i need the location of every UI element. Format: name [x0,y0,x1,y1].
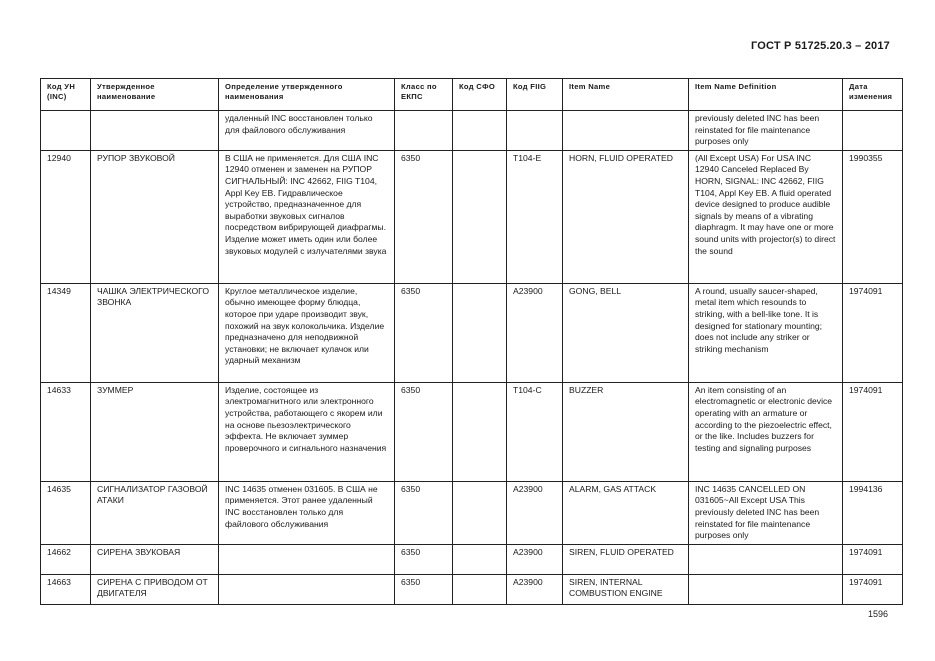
cell-class: 6350 [395,544,453,574]
cell-definition: Круглое металлическое изделие, обычно имеющее форму блюдца, которое при ударе производит звук, похожий на звук колокольчика. Изделие предназначено для неподвижной установки; не включает кулачок или ударный механизм [219,283,395,382]
column-header: Утвержденное наименование [91,79,219,111]
cell-class: 6350 [395,150,453,283]
cell-fiig: T104-C [507,382,563,481]
cell-inc: 14635 [41,481,91,544]
cell-date: 1994136 [843,481,903,544]
cell-date [843,111,903,151]
cell-item-definition: previously deleted INC has been reinstated for file maintenance purposes only [689,111,843,151]
cell-sfo [453,481,507,544]
cell-approved-name: РУПОР ЗВУКОВОЙ [91,150,219,283]
cell-class: 6350 [395,283,453,382]
cell-class: 6350 [395,574,453,604]
cell-fiig: A23900 [507,283,563,382]
cell-item-definition: An item consisting of an electromagnetic or electronic device operating with an armature or according to the piezoelectric effect, or the like. Includes buzzers for testing and signaling purposes [689,382,843,481]
cell-sfo [453,382,507,481]
cell-fiig [507,111,563,151]
table-row [41,544,903,574]
cell-item-name: ALARM, GAS ATTACK [563,481,689,544]
cell-class: 6350 [395,481,453,544]
cell-approved-name: СИГНАЛИЗАТОР ГАЗОВОЙ АТАКИ [91,481,219,544]
column-header: Item Name Definition [689,79,843,111]
table-row [41,111,903,151]
cell-definition [219,544,395,574]
cell-fiig: T104-E [507,150,563,283]
cell-item-name: BUZZER [563,382,689,481]
cell-item-definition: A round, usually saucer-shaped, metal item which resounds to striking, with a bell-like tone. It is designed for stationary mounting; does not include any striker or striking mechanism [689,283,843,382]
cell-item-name: HORN, FLUID OPERATED [563,150,689,283]
cell-definition: В США не применяется. Для США INC 12940 отменен и заменен на РУПОР СИГНАЛЬНЫЙ: INC 42662, FIIG T104, Appl Key EB. Гидравлическое устройство, предназначенное для выработки звуковых сигналов посредством вибрирующей диафрагмы. Изделие может иметь один или более звуковых модулей с излучателями звука [219,150,395,283]
table-row [41,150,903,283]
table-header-row [41,79,903,111]
column-header: Определение утвержденного наименования [219,79,395,111]
cell-date: 1974091 [843,283,903,382]
cell-inc [41,111,91,151]
cell-date: 1974091 [843,544,903,574]
cell-approved-name [91,111,219,151]
column-header: Код УН (INC) [41,79,91,111]
table-row [41,481,903,544]
column-header: Код FIIG [507,79,563,111]
cell-inc: 14349 [41,283,91,382]
cell-definition: Изделие, состоящее из электромагнитного или электронного устройства, работающего с якорем или на основе пьезоэлектрического эффекта. Не включает зуммер проверочного и сигнального назначения [219,382,395,481]
cell-definition [219,574,395,604]
cell-inc: 14662 [41,544,91,574]
cell-inc: 14663 [41,574,91,604]
table-row [41,382,903,481]
column-header: Дата изменения [843,79,903,111]
cell-sfo [453,574,507,604]
cell-item-definition [689,574,843,604]
cell-item-name: GONG, BELL [563,283,689,382]
cell-item-name [563,111,689,151]
table-row [41,283,903,382]
cell-fiig: A23900 [507,544,563,574]
cell-date: 1974091 [843,574,903,604]
cell-item-name: SIREN, FLUID OPERATED [563,544,689,574]
cell-class [395,111,453,151]
cell-definition: INC 14635 отменен 031605. В США не применяется. Этот ранее удаленный INC восстановлен только для файлового обслуживания [219,481,395,544]
cell-item-definition: (All Except USA) For USA INC 12940 Canceled Replaced By HORN, SIGNAL: INC 42662, FIIG T104, Appl Key EB. A fluid operated device designed to produce audible signals by means of a vibrating diaphragm. It may have one or more sound units with projector(s) to direct the sound [689,150,843,283]
cell-inc: 14633 [41,382,91,481]
cell-approved-name: СИРЕНА С ПРИВОДОМ ОТ ДВИГАТЕЛЯ [91,574,219,604]
cell-inc: 12940 [41,150,91,283]
cell-item-definition [689,544,843,574]
cell-fiig: A23900 [507,574,563,604]
cell-approved-name: ЧАШКА ЭЛЕКТРИЧЕСКОГО ЗВОНКА [91,283,219,382]
cell-date: 1990355 [843,150,903,283]
cell-approved-name: СИРЕНА ЗВУКОВАЯ [91,544,219,574]
cell-sfo [453,544,507,574]
page-number: 1596 [867,609,888,619]
document-header: ГОСТ Р 51725.20.3 – 2017 [750,40,890,52]
cell-approved-name: ЗУММЕР [91,382,219,481]
cell-sfo [453,150,507,283]
cell-fiig: A23900 [507,481,563,544]
cell-definition: удаленный INC восстановлен только для файлового обслуживания [219,111,395,151]
cell-sfo [453,283,507,382]
column-header: Item Name [563,79,689,111]
cell-item-name: SIREN, INTERNAL COMBUSTION ENGINE [563,574,689,604]
cell-class: 6350 [395,382,453,481]
gost-table [40,78,903,605]
column-header: Код СФО [453,79,507,111]
cell-date: 1974091 [843,382,903,481]
column-header: Класс по ЕКПС [395,79,453,111]
table-row [41,574,903,604]
cell-item-definition: INC 14635 CANCELLED ON 031605~All Except USA This previously deleted INC has been reinstated for file maintenance purposes only [689,481,843,544]
cell-sfo [453,111,507,151]
